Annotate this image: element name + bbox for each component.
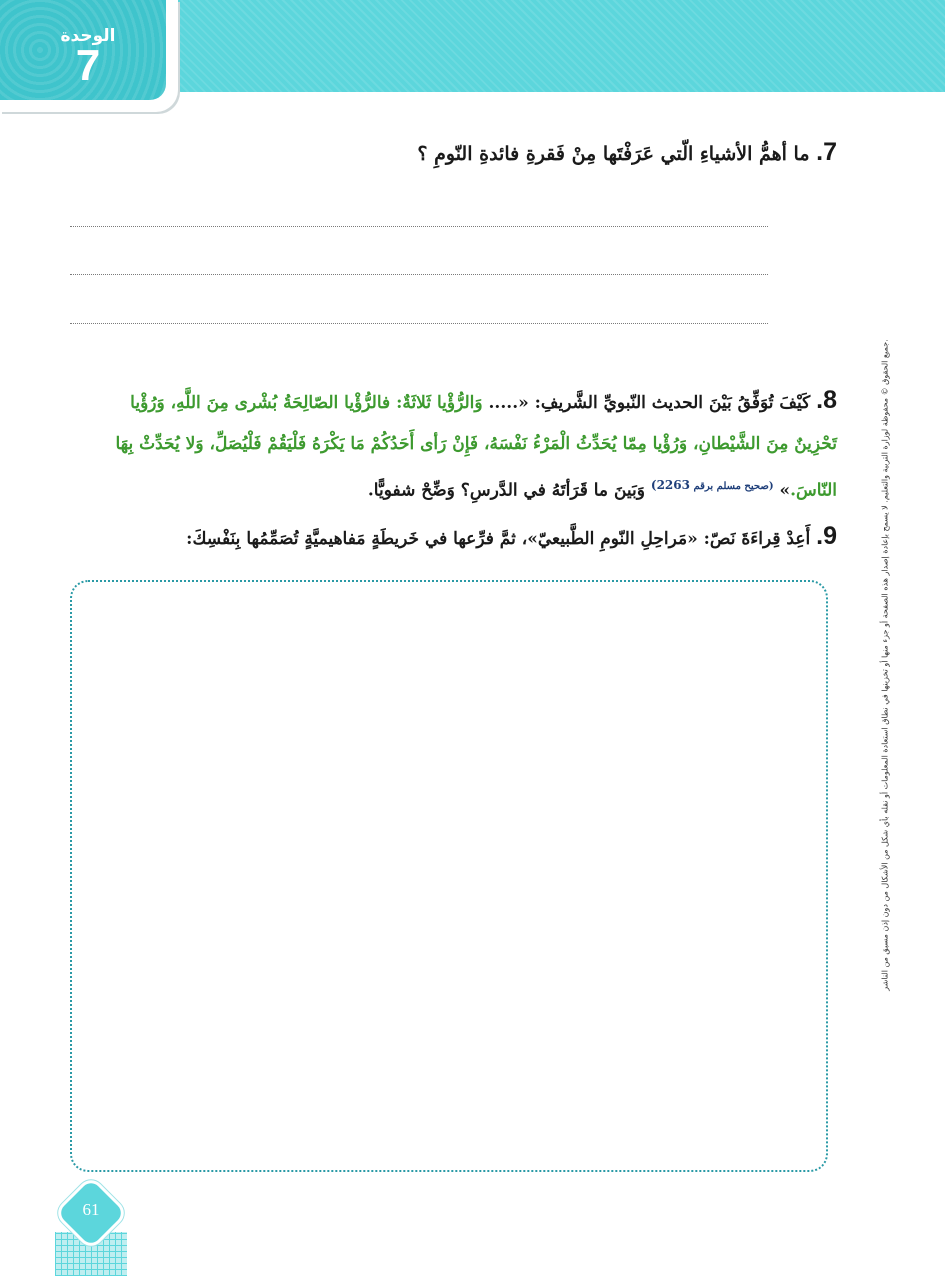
answer-line-3[interactable] (70, 323, 768, 324)
question-8-tail: وَبَينَ ما قَرَأتَهُ في الدَّرسِ؟ وَضِّحْ شفويًّا. (367, 480, 645, 501)
question-7-number: 7. (816, 138, 837, 166)
hadith-source (650, 478, 774, 492)
hadith-source-label: (صحيح مسلم برقم (693, 481, 774, 492)
hadith-text: وَالرُّؤْيا ثَلاثَةٌ: فالرُّؤْيا الصّالِحَةُ بُشْرى مِنَ اللَّهِ، وَرُؤْيا تَحْزِينٌ مِنَ الشَّيْطانِ، وَرُؤْيا مِمّا يُحَدِّثُ الْمَرْءُ نَفْسَهُ، فَإِنْ رَأى أَحَدُكُمْ مَا يَكْرَهُ فَلْيَقُمْ فَلْيُصَلِّ، وَلا يُحَدِّثْ بِهَا النّاسَ. (115, 393, 837, 501)
unit-number: 7 (75, 41, 101, 90)
hadith-close-quote: » (779, 480, 791, 501)
unit-tab (0, 0, 178, 112)
answer-line-2[interactable] (70, 274, 768, 275)
copyright-note (875, 300, 895, 1030)
question-9-text: أَعِدْ قِراءَةَ نَصّ: «مَراحِلِ النّومِ الطَّبيعيّ»، ثمَّ فرِّعها في خَريطَةٍ مَفاهيميَّةٍ تُصَمِّمُها بِنَفْسِكَ: (186, 529, 811, 549)
question-8-intro: كَيْفَ تُوَفِّقُ بَيْنَ الحديث النّبويِّ الشَّريفِ: (534, 393, 811, 413)
page-number-badge (58, 1180, 124, 1246)
page-number: 61 (82, 1200, 100, 1219)
answer-line-1[interactable] (70, 226, 768, 227)
question-9-number: 9. (816, 522, 837, 550)
hadith-open-quote: «..... (488, 393, 529, 413)
copyright-text: جميع الحقوق © محفوظة لوزارة التربية والتعليم. لا يسمح بإعادة إصدار هذه الصفحة أو جزء منها أو تخزينها في نطاق استعادة المعلومات أو نقله بأي شكل من الأشكال من دون إذن مسبق من الناشر. (880, 339, 890, 991)
question-9 (107, 522, 837, 551)
hadith-source-number: 2263) (650, 478, 690, 492)
question-8 (107, 380, 837, 512)
unit-tab-inner (0, 0, 166, 100)
unit-label: الوحدة (60, 26, 116, 46)
concept-map-answer-box[interactable] (70, 580, 828, 1172)
question-7 (117, 138, 837, 167)
question-7-text: ما أهمُّ الأشياءِ الّتي عَرَفْتَها مِنْ فَقرةِ فائدةِ النّومِ ؟ (417, 143, 810, 165)
question-8-number: 8. (816, 386, 837, 414)
